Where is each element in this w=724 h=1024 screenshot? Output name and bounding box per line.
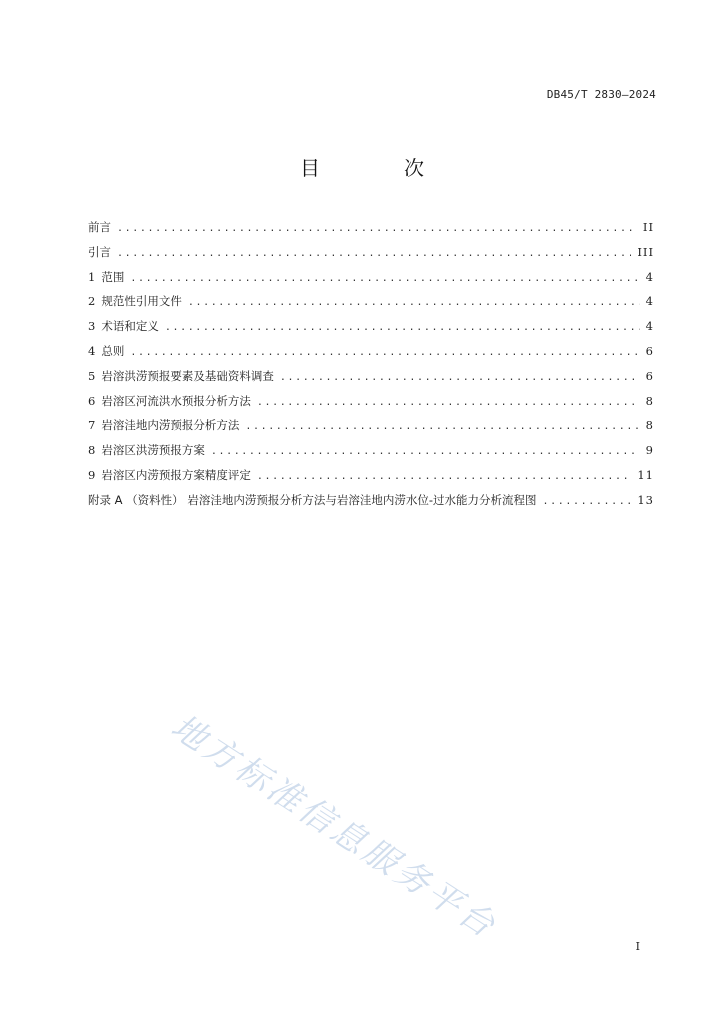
toc-entry-text: 引言 [88,244,111,259]
toc-entry-label [88,442,205,458]
table-of-contents [88,219,654,517]
toc-entry-label [88,219,111,235]
toc-entry-page: 8 [645,418,654,433]
toc-entry-label [88,492,536,508]
toc-dot-leader [542,496,631,507]
toc-dot-leader [257,471,632,482]
toc-entry-label [88,368,274,384]
toc-entry-number: 2 [88,294,96,309]
toc-entry-text: 岩溶区内涝预报方案精度评定 [101,467,251,482]
toc-entry-number: 6 [88,393,96,408]
toc-entry-page: 6 [645,343,654,358]
toc-dot-leader [280,372,640,383]
toc-entry-page: II [642,220,654,234]
toc-entry-text: 术语和定义 [101,319,159,334]
toc-entry-label [88,269,124,285]
toc-entry-text: 岩溶洼地内涝预报分析方法 [101,418,240,433]
toc-entry-number: 7 [88,418,96,433]
toc-dot-leader [257,397,640,408]
toc-entry[interactable] [88,467,654,492]
toc-entry-text: 岩溶区河流洪水预报分析方法 [101,393,251,408]
toc-entry[interactable] [88,293,654,318]
toc-entry[interactable] [88,269,654,294]
toc-entry-page: 4 [645,269,654,284]
toc-entry-label [88,417,239,433]
toc-entry-number: 8 [88,443,96,458]
toc-entry[interactable] [88,343,654,368]
toc-entry-text: 总则 [101,343,125,358]
toc-entry-text: 附录 A （资料性） 岩溶洼地内涝预报分析方法与岩溶洼地内涝水位-过水能力分析流程图 [88,492,537,507]
toc-entry-number: 1 [88,269,96,284]
toc-entry-page: 4 [645,319,654,334]
toc-dot-leader [117,223,637,234]
toc-entry-page: 4 [645,294,654,309]
toc-entry-text: 岩溶洪涝预报要素及基础资料调查 [101,368,274,383]
watermark: 地方标准信息服务平台 [163,706,505,948]
toc-entry[interactable] [88,244,654,269]
toc-entry-number: 3 [88,319,96,334]
toc-entry-text: 岩溶区洪涝预报方案 [101,443,205,458]
toc-entry-label [88,343,124,359]
toc-entry-text: 规范性引用文件 [101,294,182,309]
toc-entry[interactable] [88,219,654,244]
toc-entry-number: 5 [88,368,96,383]
toc-entry-page: 6 [645,368,654,383]
toc-dot-leader [165,322,640,333]
toc-entry[interactable] [88,492,654,517]
toc-dot-leader [245,421,639,432]
toc-dot-leader [188,297,640,308]
toc-entry-label [88,293,182,309]
toc-entry-label [88,393,251,409]
toc-entry[interactable] [88,318,654,343]
toc-entry-page: 11 [637,467,654,482]
toc-entry-label [88,244,111,260]
toc-entry-page: 9 [645,443,654,458]
page-number: I [635,940,640,953]
toc-entry-page: III [637,244,654,259]
toc-entry-text: 前言 [88,220,111,234]
toc-entry[interactable] [88,393,654,418]
toc-dot-leader [211,446,640,457]
toc-entry-label [88,318,159,334]
toc-entry-page: 8 [645,393,654,408]
toc-entry-number: 9 [88,467,96,482]
toc-title: 目 次 [300,156,456,180]
toc-entry-text: 范围 [101,269,125,284]
toc-dot-leader [117,248,631,259]
toc-dot-leader [130,273,639,284]
toc-dot-leader [130,347,639,358]
toc-entry[interactable] [88,368,654,393]
toc-entry-label [88,467,251,483]
toc-entry[interactable] [88,442,654,467]
document-code: DB45/T 2830—2024 [546,88,656,101]
toc-entry[interactable] [88,417,654,442]
toc-entry-number: 4 [88,343,96,358]
toc-entry-page: 13 [637,492,654,507]
